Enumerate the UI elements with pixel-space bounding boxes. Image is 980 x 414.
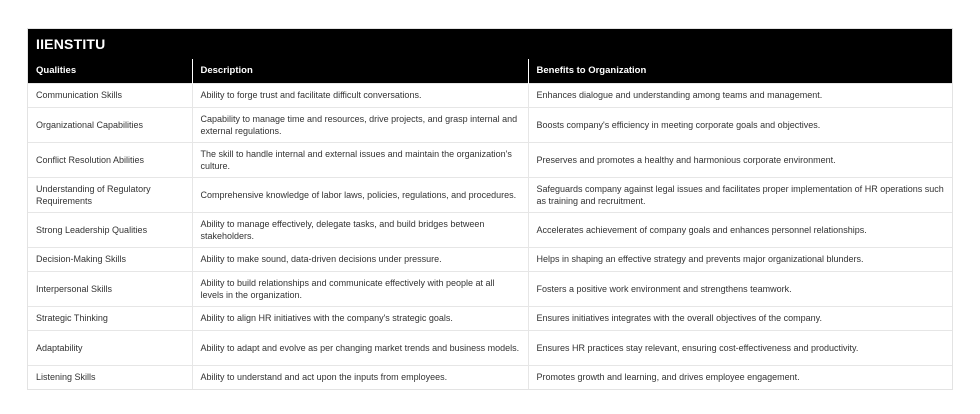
quality-cell: Strategic Thinking <box>28 306 192 330</box>
column-header-description: Description <box>192 59 528 83</box>
table-row <box>28 177 952 212</box>
benefit-cell: Boosts company's efficiency in meeting corporate goals and objectives. <box>528 107 952 142</box>
benefit-cell: Safeguards company against legal issues and facilitates proper implementation of HR operations such as training and recruitment. <box>528 177 952 212</box>
brand-header <box>28 29 952 59</box>
quality-cell: Adaptability <box>28 330 192 365</box>
table-row <box>28 306 952 330</box>
brand-title: IIENSTITU <box>36 36 106 52</box>
quality-cell: Communication Skills <box>28 83 192 107</box>
description-cell: Comprehensive knowledge of labor laws, policies, regulations, and procedures. <box>192 177 528 212</box>
benefit-cell: Enhances dialogue and understanding among teams and management. <box>528 83 952 107</box>
benefit-cell: Preserves and promotes a healthy and harmonious corporate environment. <box>528 142 952 177</box>
description-cell: Capability to manage time and resources, drive projects, and grasp internal and external regulations. <box>192 107 528 142</box>
description-cell: Ability to understand and act upon the inputs from employees. <box>192 365 528 389</box>
description-cell: Ability to adapt and evolve as per changing market trends and business models. <box>192 330 528 365</box>
benefit-cell: Helps in shaping an effective strategy and prevents major organizational blunders. <box>528 247 952 271</box>
description-cell: Ability to make sound, data-driven decisions under pressure. <box>192 247 528 271</box>
benefit-cell: Accelerates achievement of company goals and enhances personnel relationships. <box>528 212 952 247</box>
quality-cell: Organizational Capabilities <box>28 107 192 142</box>
benefit-cell: Ensures HR practices stay relevant, ensuring cost-effectiveness and productivity. <box>528 330 952 365</box>
column-header-qualities: Qualities <box>28 59 192 83</box>
table-row <box>28 83 952 107</box>
description-cell: The skill to handle internal and external issues and maintain the organization's culture. <box>192 142 528 177</box>
quality-cell: Interpersonal Skills <box>28 271 192 306</box>
qualities-table <box>28 59 952 389</box>
table-row <box>28 330 952 365</box>
quality-cell: Listening Skills <box>28 365 192 389</box>
quality-cell: Conflict Resolution Abilities <box>28 142 192 177</box>
table-row <box>28 107 952 142</box>
table-row <box>28 142 952 177</box>
description-cell: Ability to forge trust and facilitate difficult conversations. <box>192 83 528 107</box>
description-cell: Ability to build relationships and communicate effectively with people at all levels in the organization. <box>192 271 528 306</box>
table-row <box>28 212 952 247</box>
column-header-benefits: Benefits to Organization <box>528 59 952 83</box>
table-row <box>28 247 952 271</box>
description-cell: Ability to manage effectively, delegate tasks, and build bridges between stakeholders. <box>192 212 528 247</box>
table-row <box>28 365 952 389</box>
quality-cell: Strong Leadership Qualities <box>28 212 192 247</box>
table-header-row <box>28 59 952 83</box>
table-row <box>28 271 952 306</box>
benefit-cell: Promotes growth and learning, and drives employee engagement. <box>528 365 952 389</box>
quality-cell: Understanding of Regulatory Requirements <box>28 177 192 212</box>
benefit-cell: Ensures initiatives integrates with the overall objectives of the company. <box>528 306 952 330</box>
description-cell: Ability to align HR initiatives with the company's strategic goals. <box>192 306 528 330</box>
benefit-cell: Fosters a positive work environment and strengthens teamwork. <box>528 271 952 306</box>
quality-cell: Decision-Making Skills <box>28 247 192 271</box>
qualities-table-container <box>27 28 953 390</box>
